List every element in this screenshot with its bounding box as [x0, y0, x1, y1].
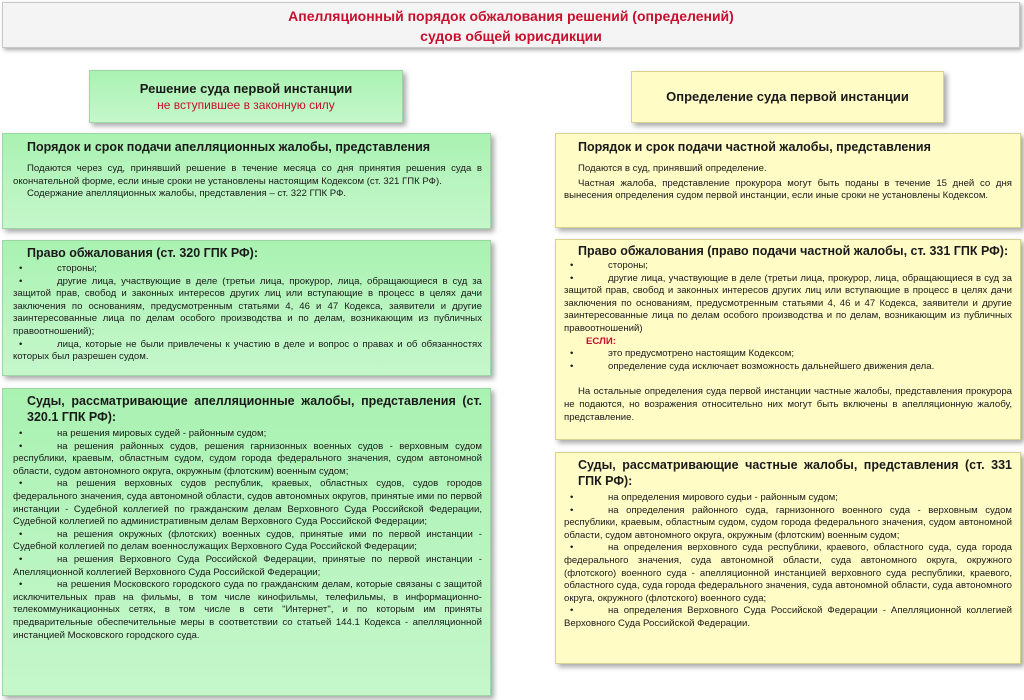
left-right-to-appeal-title: Право обжалования (ст. 320 ГПК РФ): [27, 246, 258, 260]
right-right-to-appeal-title: Право обжалования (право подачи частной жалобы, ст. 331 ГПК РФ): [578, 244, 1009, 258]
page-title-box [2, 2, 1020, 48]
left-courts-box [2, 388, 491, 696]
right-rta-item: • другие лица, участвующие в деле (третьи лица, прокурор, лица, обращающиеся в суд за защитой прав, свобод и законных интересов других лиц или вступающие в процесс в целях дачи заключения по основаниям, предусмотренным статьями 4, 46 и 47 Кодекса, заявители и другие заинтересованные лица по делам особого производства и по делам, возникающим из публичных правоотношений) [564, 272, 1012, 334]
right-courts-item: • на определения районного суда, гарнизонного военного суда - верховным судом республики, краевым, областным судом, судом города федерального значения, судом автономной области, судом автономного округа, окружным (флотским) военным судом; [564, 504, 1012, 541]
left-header-title: Решение суда первой инстанции [139, 81, 353, 96]
right-rta-if-item: • определение суда исключает возможность дальнейшего движения дела. [564, 361, 1012, 374]
bullet-icon: • [19, 338, 23, 350]
right-right-to-appeal-box [555, 239, 1021, 440]
right-courts-title: Суды, рассматривающие частные жалобы, представления (ст. 331 ГПК РФ): [578, 458, 1012, 488]
bullet-icon: • [19, 579, 23, 591]
left-procedure-title: Порядок и срок подачи апелляционных жалобы, представления [27, 140, 431, 154]
bullet-icon: • [570, 605, 574, 617]
bullet-icon: • [570, 348, 574, 360]
left-rta-item: • стороны; [13, 263, 482, 276]
right-header-box [631, 71, 944, 123]
left-courts-item: • на решения районных судов, решения гарнизонных военных судов - верховным судом республики, краевым, областным судом, судом города федерального значения, судом автономной области, судом автономного округа, окружным (флотским) военным судом; [13, 440, 482, 477]
bullet-icon: • [570, 492, 574, 503]
left-rta-item: • другие лица, участвующие в деле (третьи лица, прокурор, лица, обращающиеся в суд за защитой прав, свобод и законных интересов других лиц или вступающие в процесс в целях дачи заключения по основаниям, предусмотренным статьями 4, 46 и 47 Кодекса, заявители и другие заинтересованные лица по делам особого производства и по делам, возникающим из публичных правоотношений); [13, 275, 482, 337]
left-rta-item: • лица, которые не были привлечены к участию в деле и вопрос о правах и об обязанностях которых был разрешен судом. [13, 338, 482, 363]
right-procedure-box [555, 133, 1021, 228]
right-rta-item: • стороны; [564, 260, 1012, 273]
bullet-icon: • [570, 504, 574, 516]
left-procedure-box [2, 133, 491, 229]
left-courts-item: • на решения верховных судов республик, краевых, областных судов, судов городов федерального значения, суда автономной области, судов автономных округов, принятые ими по первой инстанции - Судебной коллегией по гражданским делам Верховного Суда Российской Федерации, Судебной коллегией по административным делам Верховного Суда Российской Федерации; [13, 478, 482, 528]
left-header-subtitle: не вступившее в законную силу [157, 98, 335, 112]
left-courts-item: • на решения Московского городского суда по гражданским делам, которые связаны с защитой исключительных прав на фильмы, в том числе кинофильмы, телефильмы, в информационно-телекоммуникационных сетях, в том числе в сети "Интернет", и по которым им приняты предварительные обеспечительные меры в соответствии со статьей 144.1 Кодекса - апелляционной инстанцией Московского городского суда. [13, 579, 482, 641]
bullet-icon: • [19, 528, 23, 540]
right-procedure-title: Порядок и срок подачи частной жалобы, представления [578, 140, 931, 154]
bullet-icon: • [19, 478, 23, 490]
page-title-line1: Апелляционный порядок обжалования решений (определений) [288, 8, 734, 24]
right-courts-item: • на определения мирового судьи - районным судом; [564, 492, 1012, 505]
bullet-icon: • [19, 440, 23, 452]
right-courts-box [555, 452, 1021, 664]
bullet-icon: • [570, 360, 574, 372]
bullet-icon: • [570, 542, 574, 554]
left-procedure-content-ref: Содержание апелляционных жалобы, представления – ст. 322 ГПК РФ. [27, 188, 347, 200]
bullet-icon: • [19, 553, 23, 565]
right-procedure-deadline: Частная жалоба, представление прокурора могут быть поданы в течение 15 дней со дня вынесения определения судом первой инстанции, если иные сроки не установлены Кодексом. [564, 177, 1012, 202]
left-courts-item: • на решения окружных (флотских) военных судов, принятые ими по первой инстанции - Судебной коллегией по делам военнослужащих Верховного Суда Российской Федерации; [13, 528, 482, 553]
page-title-line2: судов общей юрисдикции [420, 28, 602, 44]
right-courts-item: • на определения верховного суда республики, краевого, областного суда, суда города федерального значения, суда автономной области, суда автономного округа, окружного (флотского) военного суда - апелляционной инстанцией верховного суда республики, краевого, областного суда, суда города федерального значения, суда автономной области, суда автономного округа, окружного (флотского) военного суда; [564, 542, 1012, 604]
left-courts-title: Суды, рассматривающие апелляционные жалобы, представления (ст. 320.1 ГПК РФ): [27, 394, 482, 424]
bullet-icon: • [19, 263, 23, 274]
bullet-icon: • [570, 272, 574, 284]
right-rta-if-label: ЕСЛИ: [586, 335, 616, 347]
right-procedure-text: Подаются в суд, принявший определение. [578, 163, 767, 174]
left-right-to-appeal-box [2, 240, 491, 376]
right-courts-item: • на определения Верховного Суда Российской Федерации - Апелляционной коллегией Верховного Суда Российской Федерации. [564, 605, 1012, 629]
right-header-title: Определение суда первой инстанции [666, 89, 909, 104]
right-rta-note: На остальные определения суда первой инстанции частные жалобы, представления прокурора не подаются, но возражения относительно них могут быть включены в апелляционную жалобу, представление. [564, 386, 1012, 423]
right-rta-if-item: • это предусмотрено настоящим Кодексом; [564, 348, 1012, 361]
bullet-icon: • [19, 428, 23, 439]
left-header-box [89, 70, 403, 123]
left-procedure-text: Подаются через суд, принявший решение в течение месяца со дня принятия решения суда в окончательной форме, если иные сроки не установлены настоящим Кодексом (ст. 321 ГПК РФ). [13, 163, 482, 187]
bullet-icon: • [570, 260, 574, 271]
left-courts-item: • на решения Верховного Суда Российской Федерации, принятые по первой инстанции - Апелляционной коллегией Верховного Суда Российской Федерации; [13, 553, 482, 578]
left-courts-item: • на решения мировых судей - районным судом; [13, 428, 482, 441]
bullet-icon: • [19, 275, 23, 287]
